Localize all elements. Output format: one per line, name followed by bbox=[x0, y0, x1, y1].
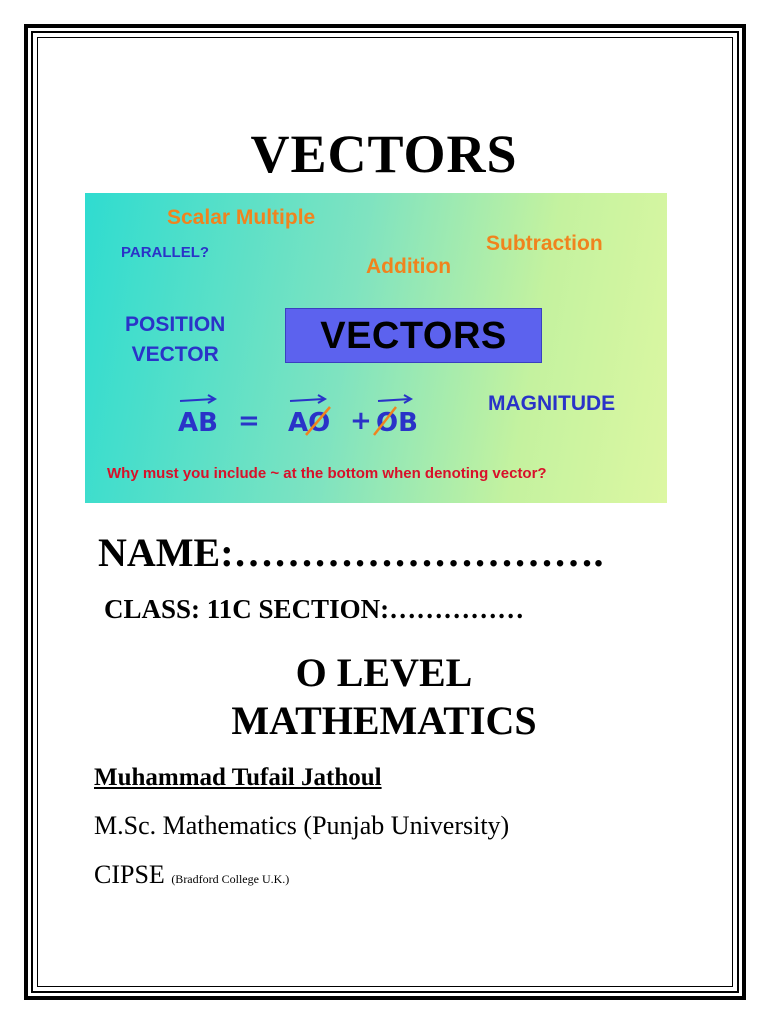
banner-position-line2: VECTOR bbox=[131, 343, 219, 366]
vector-equation bbox=[170, 389, 430, 439]
banner-question: Why must you include ~ at the bottom when denoting vector? bbox=[107, 465, 547, 482]
author-qualification bbox=[94, 858, 289, 896]
subject-title-line1: O LEVEL bbox=[295, 650, 473, 695]
cover-banner bbox=[85, 193, 667, 503]
equation-equals: = bbox=[238, 406, 260, 436]
banner-parallel: PARALLEL? bbox=[121, 244, 210, 261]
banner-position-line1: POSITION bbox=[125, 313, 226, 336]
class-section-line: CLASS: 11C SECTION:…………… bbox=[104, 594, 525, 624]
author-name: Muhammad Tufail Jathoul bbox=[94, 764, 382, 791]
banner-position-vector bbox=[125, 310, 225, 370]
banner-addition: Addition bbox=[366, 255, 452, 278]
banner-magnitude: MAGNITUDE bbox=[488, 392, 616, 415]
arrow-ao-icon bbox=[290, 399, 324, 401]
name-field-line: NAME:………………………. bbox=[98, 530, 604, 575]
equation-lhs: AB bbox=[178, 408, 218, 438]
banner-subtraction: Subtraction bbox=[486, 232, 603, 255]
equation-term2: OB bbox=[376, 408, 418, 438]
document-title: VECTORS bbox=[250, 124, 518, 184]
author-degree: M.Sc. Mathematics (Punjab University) bbox=[94, 811, 510, 840]
arrow-ab-icon bbox=[180, 399, 214, 401]
equation-term1: AO bbox=[288, 408, 331, 438]
banner-scalar-multiple: Scalar Multiple bbox=[167, 206, 316, 229]
vector-arrows bbox=[180, 395, 411, 403]
qualification-main: CIPSE bbox=[94, 860, 165, 889]
arrow-ob-icon bbox=[378, 399, 410, 401]
equation-plus: + bbox=[350, 406, 372, 436]
subject-title-line2: MATHEMATICS bbox=[231, 698, 537, 743]
banner-vectors-box: VECTORS bbox=[285, 308, 542, 363]
subject-title bbox=[0, 649, 768, 745]
qualification-note: (Bradford College U.K.) bbox=[171, 872, 290, 886]
